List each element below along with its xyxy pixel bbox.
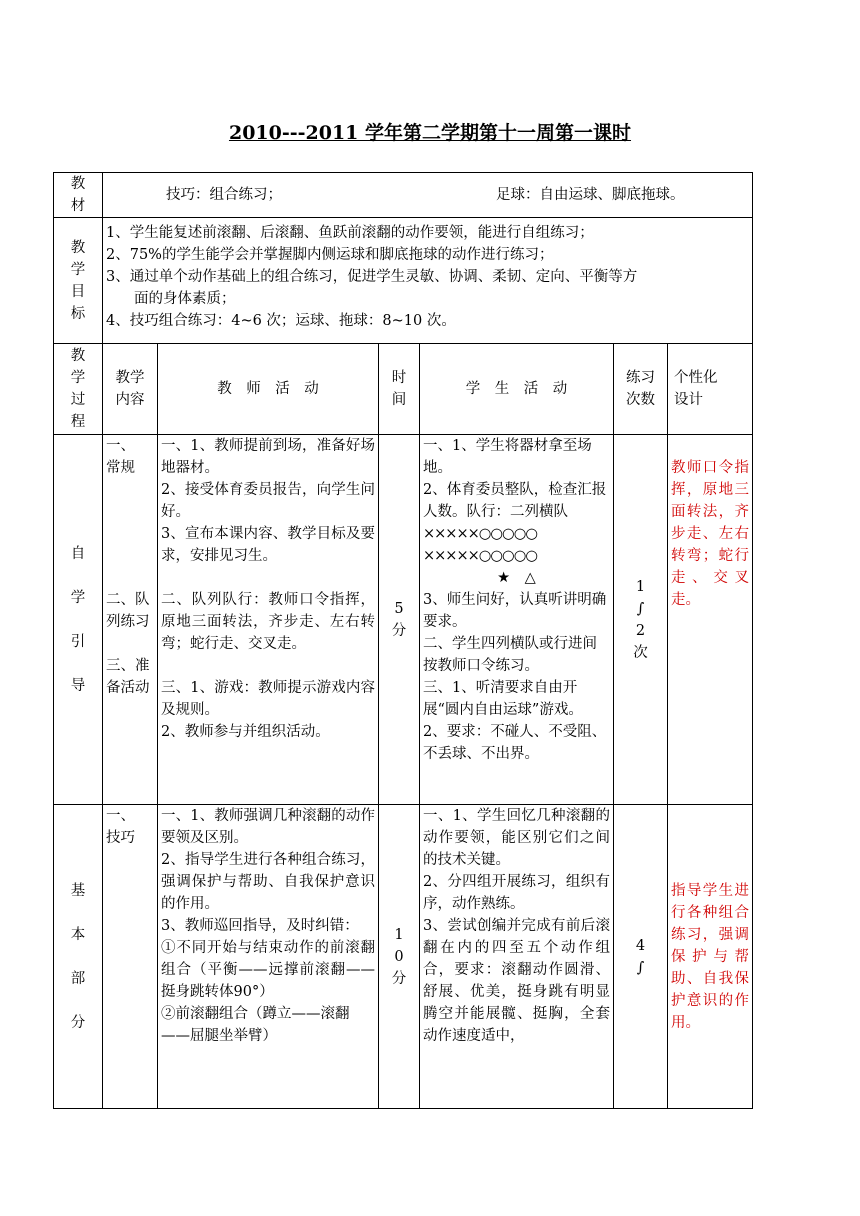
section-basic-row xyxy=(54,805,753,1109)
s2-teacher-3: 3、教师巡回指导，及时纠错： xyxy=(161,918,359,934)
s2-student-2: 2、分四组开展练习，组织有序，动作熟练。 xyxy=(423,874,610,912)
materials-label: 教材 xyxy=(54,173,103,218)
section2-personal: 指导学生进行各种组合练习，强调保护与帮助、自我保护意识的作用。 xyxy=(668,805,753,1109)
header-content: 教学内容 xyxy=(103,344,158,435)
s1-teacher-3: 3、宣布本课内容、教学目标及要求，安排见习生。 xyxy=(161,526,375,564)
section1-reps: 1∫2次 xyxy=(614,435,668,805)
header-student: 学 生 活 动 xyxy=(420,344,614,435)
goals-label: 教学目标 xyxy=(54,218,103,344)
section1-time: 5分 xyxy=(379,435,420,805)
s1-teacher-5: 三、1、游戏：教师提示游戏内容及规则。 xyxy=(161,680,375,718)
s1-student-1: 一、1、学生将器材拿至场地。 xyxy=(423,438,592,476)
section2-content-1: 一、技巧 xyxy=(106,808,135,846)
section2-student xyxy=(420,805,614,1109)
s1-student-2: 2、体育委员整队，检查汇报人数。队行：二列横队 xyxy=(423,482,607,520)
s1-student-formation-1: ×××××○○○○○ xyxy=(423,526,538,542)
lesson-plan-table xyxy=(53,172,753,1109)
s1-teacher-2: 2、接受体育委员报告，向学生问好。 xyxy=(161,482,375,520)
s1-teacher-4: 二、队列队行：教师口令指挥，原地三面转法，齐步走、左右转弯；蛇行走、交叉走。 xyxy=(161,592,375,652)
s1-student-3: 3、师生问好，认真听讲明确要求。 xyxy=(423,592,607,630)
s2-teacher-2: 2、指导学生进行各种组合练习，强调保护与帮助、自我保护意识的作用。 xyxy=(161,852,375,912)
goals-row xyxy=(54,218,753,344)
section1-label: 自学引导 xyxy=(54,435,103,805)
section1-student xyxy=(420,435,614,805)
section2-reps: 4∫ xyxy=(614,805,668,1109)
s1-student-6: 2、要求：不碰人、不受阻、不丢球、不出界。 xyxy=(423,724,607,762)
materials-item-2: 足球：自由运球、脚底拖球。 xyxy=(496,187,685,203)
goal-line-2: 2、75%的学生能学会并掌握脚内侧运球和脚底拖球的动作进行练习； xyxy=(106,247,554,263)
section2-label: 基本部分 xyxy=(54,805,103,1109)
header-teacher: 教 师 活 动 xyxy=(158,344,379,435)
section1-content-3: 三、准备活动 xyxy=(106,658,150,696)
page-title: 2010---2011 学年第二学期第十一周第一课时 xyxy=(228,122,632,144)
goal-line-3-cont: 面的身体素质； xyxy=(134,291,236,307)
materials-item-1: 技巧：组合练习； xyxy=(166,187,282,203)
section1-personal: 教师口令指挥，原地三面转法，齐步走、左右转弯；蛇行走、交叉走。 xyxy=(668,435,753,805)
s1-student-4: 二、学生四列横队或行进间按教师口令练习。 xyxy=(423,636,597,674)
section1-content-2: 二、队列练习 xyxy=(106,592,150,630)
s2-teacher-1: 一、1、教师强调几种滚翻的动作要领及区别。 xyxy=(161,808,375,846)
section-self-study-row xyxy=(54,435,753,805)
goal-line-1: 1、学生能复述前滚翻、后滚翻、鱼跃前滚翻的动作要领，能进行自组练习； xyxy=(106,225,594,241)
s2-teacher-4: ①不同开始与结束动作的前滚翻组合（平衡——远撑前滚翻——挺身跳转体90°） xyxy=(161,940,375,1000)
s1-student-5: 三、1、听清要求自由开展“圆内自由运球”游戏。 xyxy=(423,680,583,718)
section2-teacher xyxy=(158,805,379,1109)
section2-content xyxy=(103,805,158,1109)
section1-content xyxy=(103,435,158,805)
materials-content xyxy=(103,173,753,218)
s2-student-3: 3、尝试创编并完成有前后滚翻在内的四至五个动作组合，要求：滚翻动作圆滑、舒展、优美，挺身跳有明显腾空并能展髋、挺胸，全套动作速度适中， xyxy=(423,918,610,1044)
goal-line-3: 3、通过单个动作基础上的组合练习，促进学生灵敏、协调、柔韧、定向、平衡等方 xyxy=(106,269,638,285)
section2-time: 10分 xyxy=(379,805,420,1109)
goal-line-4: 4、技巧组合练习：4~6 次；运球、拖球：8~10 次。 xyxy=(106,313,456,329)
materials-row xyxy=(54,173,753,218)
s1-teacher-1: 一、1、教师提前到场，准备好场地器材。 xyxy=(161,438,375,476)
header-process: 教学过程 xyxy=(54,344,103,435)
s2-teacher-6: ——屈腿坐举臂） xyxy=(161,1028,277,1044)
header-personal: 个性化设计 xyxy=(668,344,753,435)
s1-teacher-6: 2、教师参与并组织活动。 xyxy=(161,724,330,740)
section1-teacher xyxy=(158,435,379,805)
s1-student-formation-2: ×××××○○○○○ xyxy=(423,548,538,564)
s1-student-formation-3: ★ △ xyxy=(497,570,536,586)
header-time: 时间 xyxy=(379,344,420,435)
section1-content-1: 一、常规 xyxy=(106,438,135,476)
goals-content xyxy=(103,218,753,344)
process-header-row xyxy=(54,344,753,435)
s2-student-1: 一、1、学生回忆几种滚翻的动作要领，能区别它们之间的技术关键。 xyxy=(423,808,610,868)
header-reps: 练习次数 xyxy=(614,344,668,435)
s2-teacher-5: ②前滚翻组合（蹲立——滚翻 xyxy=(161,1006,350,1022)
